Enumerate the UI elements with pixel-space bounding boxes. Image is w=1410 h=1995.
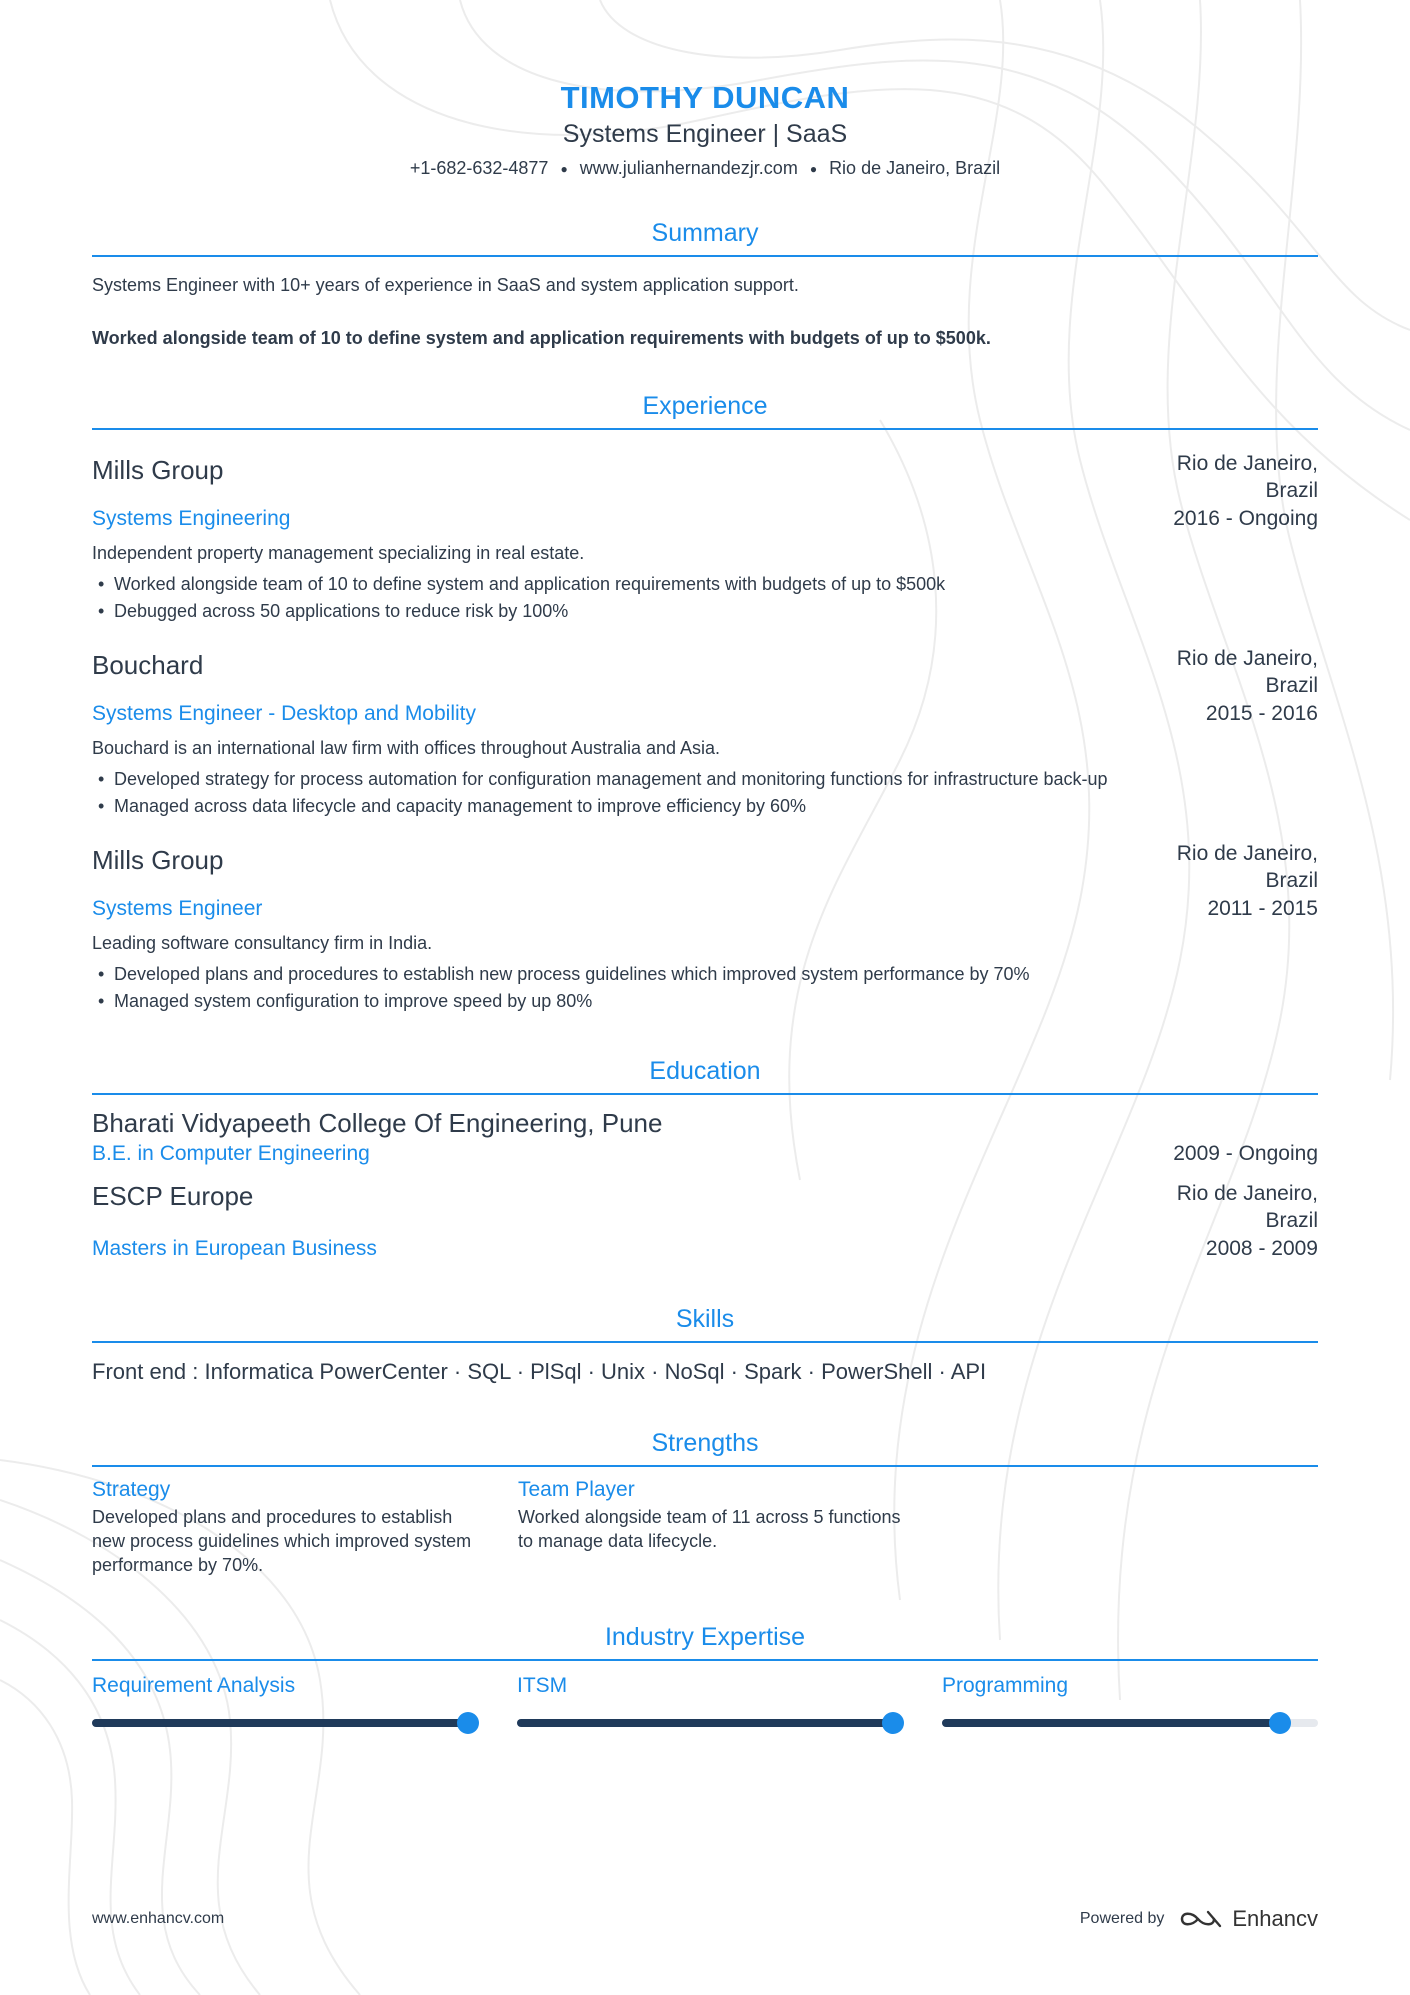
job-dates: 2015 - 2016 xyxy=(1205,702,1318,726)
bullet-item: • Managed system configuration to improve speed by up 80% xyxy=(92,988,1318,1015)
footer-site-link[interactable]: www.enhancv.com xyxy=(92,1910,225,1927)
job-entry xyxy=(92,645,1318,820)
separator-dot: ● xyxy=(809,162,818,177)
expertise-bar-knob xyxy=(882,1712,904,1734)
footer xyxy=(92,1906,1318,1932)
education-dates: 2009 - Ongoing xyxy=(1173,1142,1318,1166)
brand-name: Enhancv xyxy=(1232,1906,1318,1931)
job-bullets xyxy=(92,961,1318,1015)
summary-section xyxy=(92,217,1318,350)
summary-text: Systems Engineer with 10+ years of experience in SaaS and system application support. xyxy=(92,275,799,296)
brand-logo[interactable] xyxy=(1178,1906,1318,1932)
summary-heading: Summary xyxy=(92,217,1318,257)
expertise-level-bar xyxy=(942,1719,1318,1727)
candidate-title: Systems Engineer | SaaS xyxy=(562,120,848,148)
powered-by-label: Powered by xyxy=(1079,1910,1165,1927)
job-role: Systems Engineer xyxy=(92,897,263,921)
industry-expertise-section xyxy=(92,1621,1318,1727)
expertise-heading: Industry Expertise xyxy=(92,1621,1318,1661)
expertise-level-bar xyxy=(92,1719,468,1727)
education-entry xyxy=(92,1107,1318,1168)
company-name: Bouchard xyxy=(92,650,204,681)
enhancv-logo-icon xyxy=(1178,1908,1224,1930)
bullet-item: • Worked alongside team of 10 to define system and application requirements with budgets of up to $500k xyxy=(92,571,1318,598)
school-name: ESCP Europe xyxy=(92,1181,254,1212)
expertise-item xyxy=(942,1671,1318,1727)
powered-by xyxy=(1080,1906,1318,1932)
job-description: Independent property management specializing in real estate. xyxy=(92,543,585,564)
degree: B.E. in Computer Engineering xyxy=(92,1142,370,1166)
job-location: Rio de Janeiro, Brazil xyxy=(1176,452,1318,503)
education-entry xyxy=(92,1180,1318,1263)
bullet-item: • Managed across data lifecycle and capacity management to improve efficiency by 60% xyxy=(92,793,1318,820)
strength-item xyxy=(92,1475,518,1577)
candidate-name: TIMOTHY DUNCAN xyxy=(560,80,850,115)
expertise-bar-fill xyxy=(92,1719,468,1727)
expertise-item xyxy=(92,1671,468,1727)
company-name: Mills Group xyxy=(92,845,224,876)
strength-title: Strategy xyxy=(92,1478,171,1502)
strengths-section xyxy=(92,1427,1318,1577)
job-role: Systems Engineering xyxy=(92,507,291,531)
expertise-title: Programming xyxy=(942,1674,1069,1698)
summary-highlight: Worked alongside team of 10 to define system and application requirements with budgets of up to $500k. xyxy=(92,328,991,349)
expertise-title: ITSM xyxy=(517,1674,568,1698)
strengths-heading: Strengths xyxy=(92,1427,1318,1467)
expertise-bar-fill xyxy=(942,1719,1280,1727)
degree: Masters in European Business xyxy=(92,1237,377,1261)
expertise-bar-knob xyxy=(1269,1712,1291,1734)
education-heading: Education xyxy=(92,1055,1318,1095)
job-entry xyxy=(92,450,1318,625)
bullet-item: • Debugged across 50 applications to reduce risk by 100% xyxy=(92,598,1318,625)
experience-heading: Experience xyxy=(92,390,1318,430)
website-link[interactable]: www.julianhernandezjr.com xyxy=(579,158,798,178)
separator-dot: ● xyxy=(560,162,568,177)
company-name: Mills Group xyxy=(92,455,224,486)
job-location: Rio de Janeiro, Brazil xyxy=(1176,842,1318,893)
strength-description: Developed plans and procedures to establish new process guidelines which improved system performance by 70%. xyxy=(92,1507,472,1576)
job-role: Systems Engineer - Desktop and Mobility xyxy=(92,702,476,726)
skills-section xyxy=(92,1303,1318,1387)
location: Rio de Janeiro, Brazil xyxy=(829,158,1001,178)
phone: +1-682-632-4877 xyxy=(409,158,549,178)
education-section xyxy=(92,1055,1318,1263)
job-description: Leading software consultancy firm in India. xyxy=(92,933,433,954)
experience-section xyxy=(92,390,1318,1015)
skills-heading: Skills xyxy=(92,1303,1318,1343)
job-location: Rio de Janeiro, Brazil xyxy=(1176,647,1318,698)
job-bullets xyxy=(92,766,1318,820)
expertise-bar-fill xyxy=(517,1719,893,1727)
job-dates: 2011 - 2015 xyxy=(1207,897,1318,921)
expertise-level-bar xyxy=(517,1719,893,1727)
education-dates: 2008 - 2009 xyxy=(1205,1237,1318,1261)
contact-line xyxy=(92,156,1318,181)
expertise-title: Requirement Analysis xyxy=(92,1674,296,1698)
resume-header xyxy=(92,0,1318,181)
strength-description: Worked alongside team of 11 across 5 functions to manage data lifecycle. xyxy=(518,1507,901,1552)
bullet-item: • Developed strategy for process automation for configuration management and monitoring functions for infrastructure back-up xyxy=(92,766,1318,793)
job-bullets xyxy=(92,571,1318,625)
job-entry xyxy=(92,840,1318,1015)
bullet-item: • Developed plans and procedures to establish new process guidelines which improved system performance by 70% xyxy=(92,961,1318,988)
job-dates: 2016 - Ongoing xyxy=(1173,507,1318,531)
school-location: Rio de Janeiro, Brazil xyxy=(1176,1182,1318,1233)
skills-list: Front end : Informatica PowerCenter · SQL · PlSql · Unix · NoSql · Spark · PowerShell · API xyxy=(92,1359,987,1385)
expertise-bar-knob xyxy=(457,1712,479,1734)
strength-title: Team Player xyxy=(518,1478,635,1502)
expertise-item xyxy=(517,1671,893,1727)
job-description: Bouchard is an international law firm with offices throughout Australia and Asia. xyxy=(92,738,721,759)
strength-item xyxy=(518,1475,944,1577)
school-name: Bharati Vidyapeeth College Of Engineering, Pune xyxy=(92,1108,663,1139)
